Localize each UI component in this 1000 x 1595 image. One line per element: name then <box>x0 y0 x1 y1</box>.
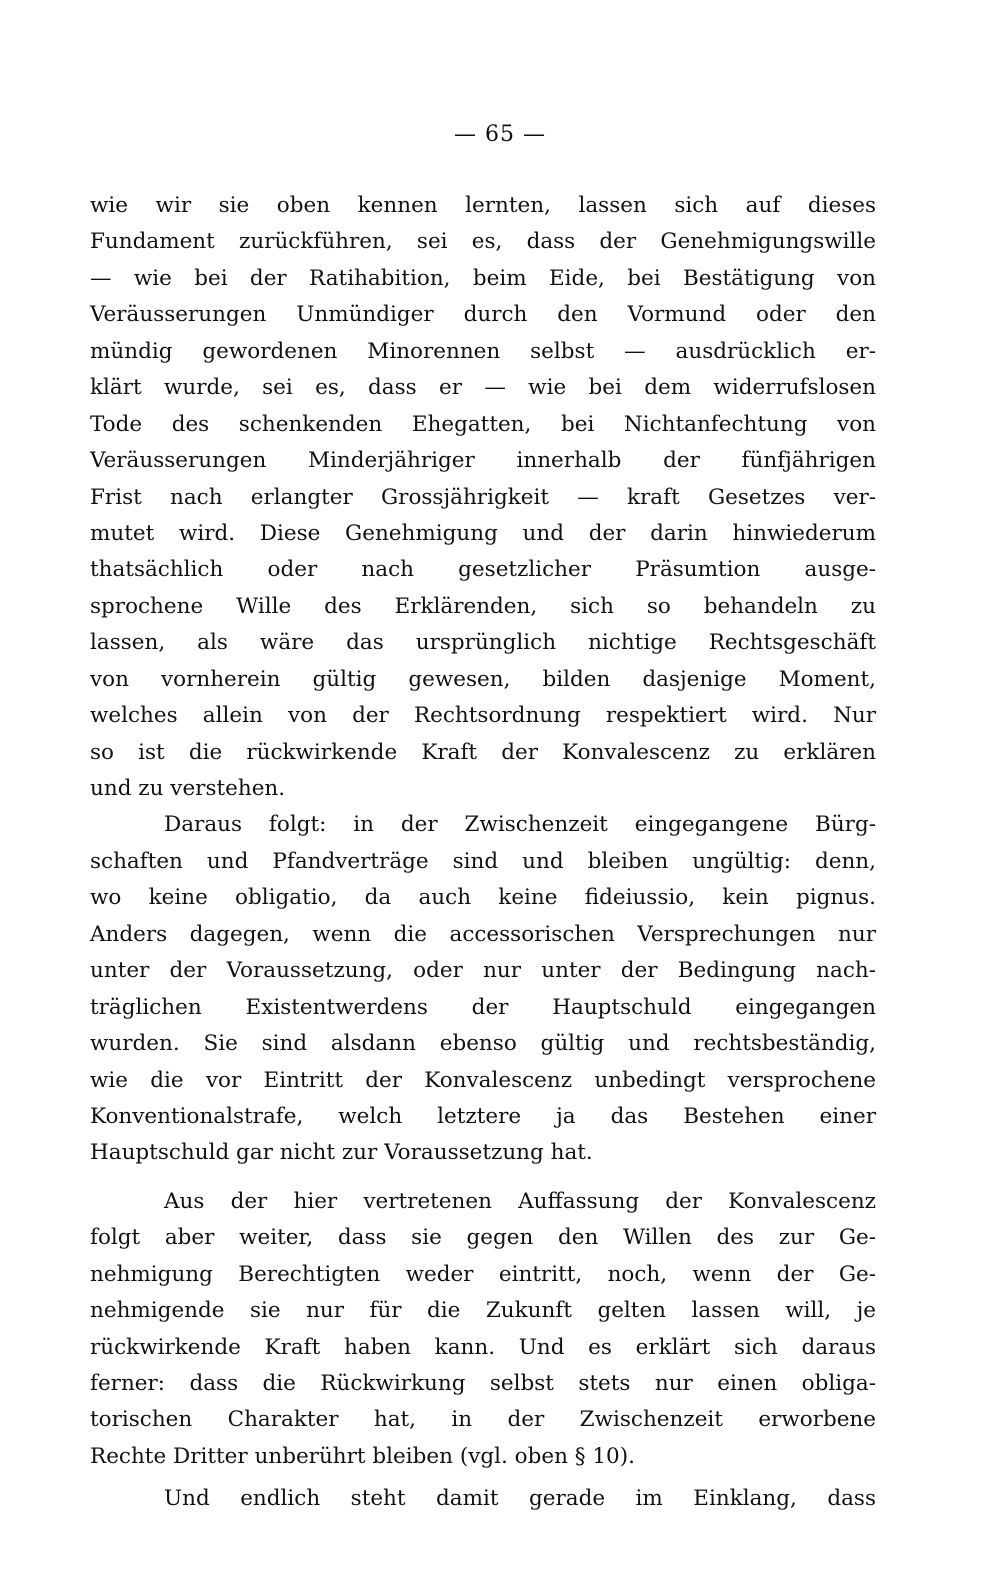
text-line: torischen Charakter hat, in der Zwischenzeit erworbene <box>90 1407 876 1433</box>
text-line: von vornherein gültig gewesen, bilden dasjenige Moment, <box>90 666 876 692</box>
text-line: nehmigung Berechtigten weder eintritt, noch, wenn der Ge- <box>90 1261 876 1287</box>
text-line: wie wir sie oben kennen lernten, lassen sich auf dieses <box>90 193 876 218</box>
text-line: Rechte Dritter unberührt bleiben (vgl. oben § 10). <box>90 1443 635 1469</box>
text-line: wurden. Sie sind alsdann ebenso gültig und rechtsbeständig, <box>90 1031 876 1057</box>
text-line: Daraus folgt: in der Zwischenzeit eingegangene Bürg- <box>164 812 876 838</box>
text-line: thatsächlich oder nach gesetzlicher Präsumtion ausge- <box>90 557 876 583</box>
text-line: Und endlich steht damit gerade im Einklang, dass <box>164 1486 876 1512</box>
text-line: Hauptschuld gar nicht zur Voraussetzung hat. <box>90 1140 593 1166</box>
text-line: Veräusserungen Minderjähriger innerhalb der fünfjährigen <box>90 448 876 474</box>
text-line: ferner: dass die Rückwirkung selbst stets nur einen obliga- <box>90 1371 876 1396</box>
text-line: Veräusserungen Unmündiger durch den Vormund oder den <box>90 302 876 328</box>
paragraph-gap <box>90 1172 876 1184</box>
text-line: träglichen Existentwerdens der Hauptschuld eingegangen <box>90 994 876 1020</box>
text-line: wo keine obligatio, da auch keine fideiussio, kein pignus. <box>90 885 876 911</box>
text-line: sprochene Wille des Erklärenden, sich so behandeln zu <box>90 593 876 619</box>
text-line: Aus der hier vertretenen Auffassung der Konvalescenz <box>164 1188 876 1214</box>
text-line: nehmigende sie nur für die Zukunft gelten lassen will, je <box>90 1298 876 1324</box>
text-line: lassen, als wäre das ursprünglich nichtige Rechtsgeschäft <box>90 630 876 656</box>
text-line: klärt wurde, sei es, dass er — wie bei dem widerrufslosen <box>90 375 876 401</box>
page-number: — 65 — <box>454 122 546 147</box>
text-line: Anders dagegen, wenn die accessorischen Versprechungen nur <box>90 921 876 947</box>
text-line: — wie bei der Ratihabition, beim Eide, bei Bestätigung von <box>90 265 876 291</box>
text-line: mündig gewordenen Minorennen selbst — ausdrücklich er- <box>90 338 876 364</box>
text-line: welches allein von der Rechtsordnung respektiert wird. Nur <box>90 703 876 729</box>
text-line: rückwirkende Kraft haben kann. Und es erklärt sich daraus <box>90 1334 876 1360</box>
text-line: unter der Voraussetzung, oder nur unter der Bedingung nach- <box>90 958 876 984</box>
text-line: und zu verstehen. <box>90 776 286 801</box>
text-line: schaften und Pfandverträge sind und bleiben ungültig: denn, <box>90 848 876 874</box>
body-text <box>90 188 876 1518</box>
text-line: Fundament zurückführen, sei es, dass der Genehmigungswille <box>90 229 876 255</box>
text-line: wie die vor Eintritt der Konvalescenz unbedingt versprochene <box>90 1067 876 1093</box>
text-line: Konventionalstrafe, welch letztere ja das Bestehen einer <box>90 1103 876 1129</box>
text-line: folgt aber weiter, dass sie gegen den Willen des zur Ge- <box>90 1225 876 1251</box>
text-line: Tode des schenkenden Ehegatten, bei Nichtanfechtung von <box>90 411 876 437</box>
text-line: Frist nach erlangter Grossjährigkeit — kraft Gesetzes ver- <box>90 484 876 510</box>
text-line: mutet wird. Diese Genehmigung und der darin hinwiederum <box>90 520 876 546</box>
text-line: so ist die rückwirkende Kraft der Konvalescenz zu erklären <box>90 739 876 765</box>
